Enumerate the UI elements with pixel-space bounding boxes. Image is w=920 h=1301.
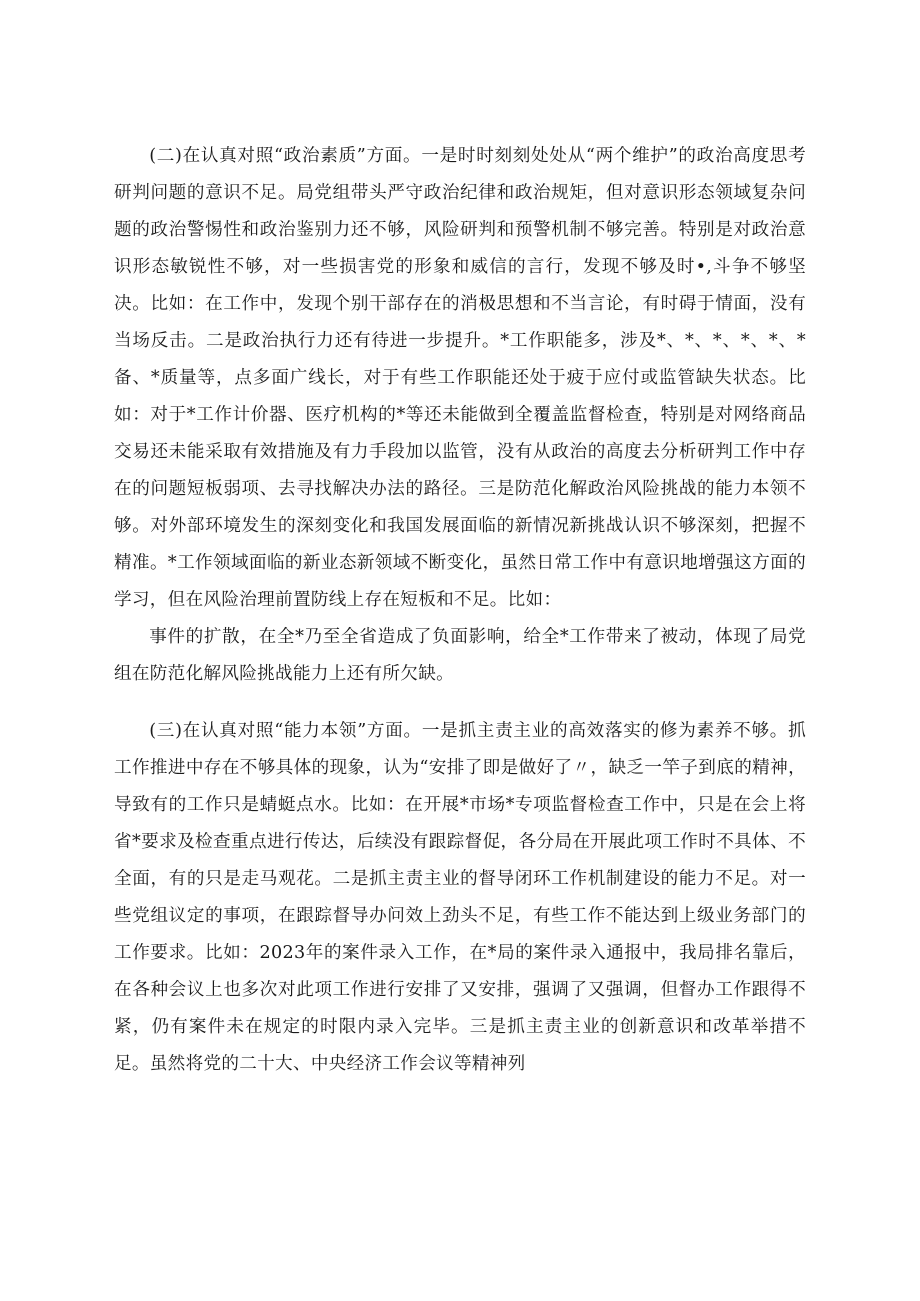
paragraph-political-quality: (二)在认真对照“政治素质”方面。一是时时刻刻处处从“两个维护”的政治高度思考研判问题的意识不足。局党组带头严守政治纪律和政治规矩，但对意识形态领域复杂问题的政治警惕性和政治鉴别力还不够，风险研判和预警机制不够完善。特别是对政治意识形态敏锐性不够，对一些损害党的形象和威信的言行，发现不够及时•,斗争不够坚决。比如：在工作中，发现个别干部存在的消极思想和不当言论，有时碍于情面，没有当场反击。二是政治执行力还有待进一步提升。*工作职能多，涉及*、*、*、*、*、*备、*质量等，点多面广线长，对于有些工作职能还处于疲于应付或监管缺失状态。比如：对于*工作计价器、医疗机构的*等还未能做到全覆盖监督检查，特别是对网络商品交易还未能采取有效措施及有力手段加以监管，没有从政治的高度去分析研判工作中存在的问题短板弱项、去寻找解决办法的路径。三是防范化解政治风险挑战的能力本领不够。对外部环境发生的深刻变化和我国发展面临的新情况新挑战认识不够深刻，把握不精准。*工作领域面临的新业态新领域不断变化，虽然日常工作中有意识地增强这方面的学习，但在风险治理前置防线上存在短板和不足。比如： — [114, 146, 806, 610]
paragraph-event-spread: 事件的扩散，在全*乃至全省造成了负面影响，给全*工作带来了被动，体现了局党组在防范化解风险挑战能力上还有所欠缺。 — [114, 627, 806, 684]
document-body — [114, 138, 806, 1083]
paragraph-spacer — [114, 693, 806, 713]
paragraph-ability-skill: (三)在认真对照“能力本领”方面。一是抓主责主业的高效落实的修为素养不够。抓工作推进中存在不够具体的现象，认为“安排了即是做好了〃，缺乏一竿子到底的精神，导致有的工作只是蜻蜓点水。比如：在开展*市场*专项监督检查工作中，只是在会上将省*要求及检查重点进行传达，后续没有跟踪督促，各分局在开展此项工作时不具体、不全面，有的只是走马观花。二是抓主责主业的督导闭环工作机制建设的能力不足。对一些党组议定的事项，在跟踪督导办问效上劲头不足，有些工作不能达到上级业务部门的工作要求。比如：2023年的案件录入工作，在*局的案件录入通报中，我局排名靠后，在各种会议上也多次对此项工作进行安排了又安排，强调了又强调，但督办工作跟得不紧，仍有案件未在规定的时限内录入完毕。三是抓主责主业的创新意识和改革举措不足。虽然将党的二十大、中央经济工作会议等精神列 — [114, 721, 806, 1074]
